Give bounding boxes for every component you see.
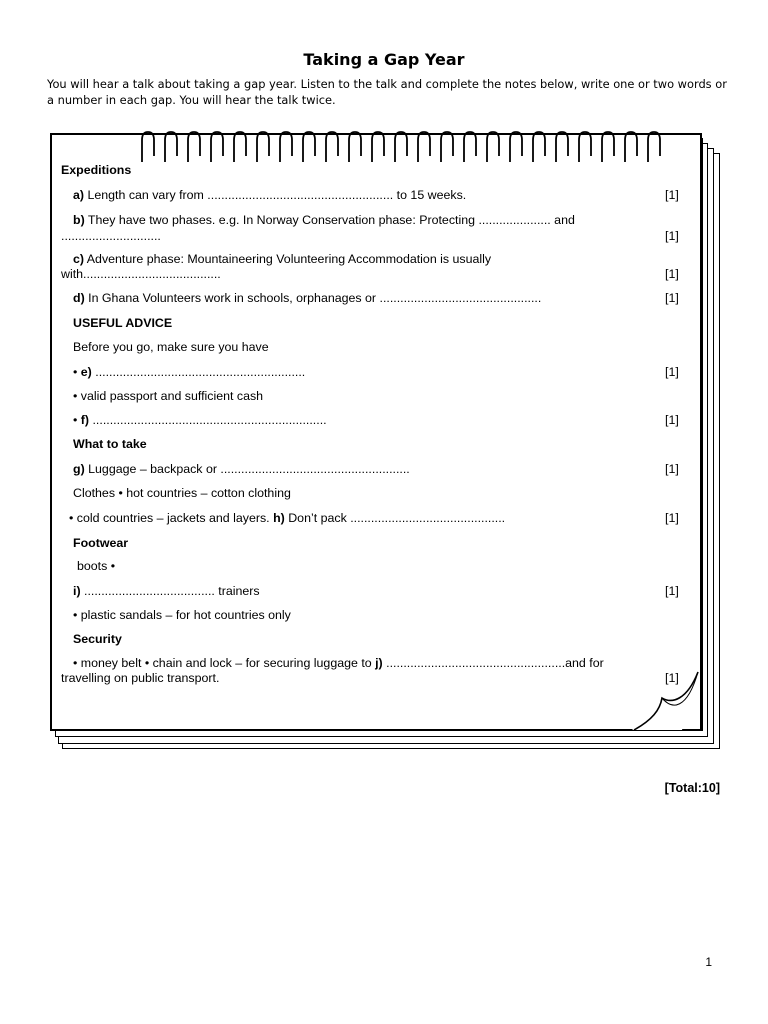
clothes-item: Clothes • hot countries – cotton clothing (73, 486, 291, 500)
instructions-text: You will hear a talk about taking a gap year. Listen to the talk and complete the notes below, write one or two words or a number in each gap. You will hear the talk twice. (47, 77, 727, 107)
question-j-label: j) (375, 656, 383, 670)
passport-item: • valid passport and sufficient cash (73, 389, 264, 403)
spiral-binding (138, 130, 662, 164)
question-c-continued: with........................................ (61, 267, 221, 281)
question-j (73, 656, 604, 670)
question-g-text: Luggage – backpack or ....................................................... (84, 462, 410, 476)
question-i-label: i) (73, 584, 81, 598)
question-h (69, 511, 505, 525)
bullet: • (73, 413, 81, 427)
heading-what-to-take: What to take (73, 437, 147, 451)
question-b-text: They have two phases. e.g. In Norway Conservation phase: Protecting ..................... and (84, 213, 575, 227)
mark-d: [1] (665, 291, 679, 305)
question-d (73, 291, 541, 305)
question-i-text: ...................................... trainers (80, 584, 260, 598)
question-j-prefix: • money belt • chain and lock – for securing luggage to (73, 656, 376, 670)
heading-footwear: Footwear (73, 536, 129, 550)
question-a (73, 188, 466, 202)
worksheet-title: Taking a Gap Year (303, 50, 465, 69)
mark-e: [1] (665, 365, 679, 379)
mark-g: [1] (665, 462, 679, 476)
question-c (73, 252, 491, 266)
mark-c: [1] (665, 267, 679, 281)
mark-i: [1] (665, 584, 679, 598)
boots-item: boots • (77, 559, 116, 573)
question-c-label: c) (73, 252, 85, 266)
mark-a: [1] (665, 188, 679, 202)
question-f-text: .................................................................... (89, 413, 327, 427)
mark-j: [1] (665, 671, 679, 685)
page-number: 1 (705, 955, 712, 969)
heading-security: Security (73, 632, 122, 646)
question-c-text: Adventure phase: Mountaineering Volunteering Accommodation is usually (84, 252, 492, 266)
question-b-label: b) (73, 213, 85, 227)
question-h-prefix: • cold countries – jackets and layers. (69, 511, 274, 525)
question-h-text: Don’t pack ............................................. (284, 511, 506, 525)
advice-intro: Before you go, make sure you have (73, 340, 269, 354)
question-g-label: g) (73, 462, 85, 476)
question-b (73, 213, 575, 227)
total-marks: [Total:10] (664, 781, 720, 795)
question-d-label: d) (73, 291, 85, 305)
mark-h: [1] (665, 511, 679, 525)
question-j-continued: travelling on public transport. (61, 671, 220, 685)
question-e-text: ............................................................. (91, 365, 306, 379)
heading-useful-advice: USEFUL ADVICE (73, 316, 173, 330)
question-f (73, 413, 327, 427)
question-j-text: ....................................................and for (382, 656, 604, 670)
question-a-label: a) (73, 188, 85, 202)
question-e-label: e) (80, 365, 92, 379)
heading-expeditions: Expeditions (61, 163, 132, 177)
question-d-text: In Ghana Volunteers work in schools, orphanages or ............................................... (84, 291, 542, 305)
sandals-item: • plastic sandals – for hot countries only (73, 608, 291, 622)
question-a-text: Length can vary from ...................................................... to 15 weeks. (84, 188, 467, 202)
question-i (73, 584, 260, 598)
question-e (73, 365, 305, 379)
question-f-label: f) (80, 413, 90, 427)
mark-f: [1] (665, 413, 679, 427)
question-b-continued: ............................. (61, 229, 161, 243)
question-g (73, 462, 410, 476)
question-h-label: h) (273, 511, 285, 525)
mark-b: [1] (665, 229, 679, 243)
bullet: • (73, 365, 81, 379)
